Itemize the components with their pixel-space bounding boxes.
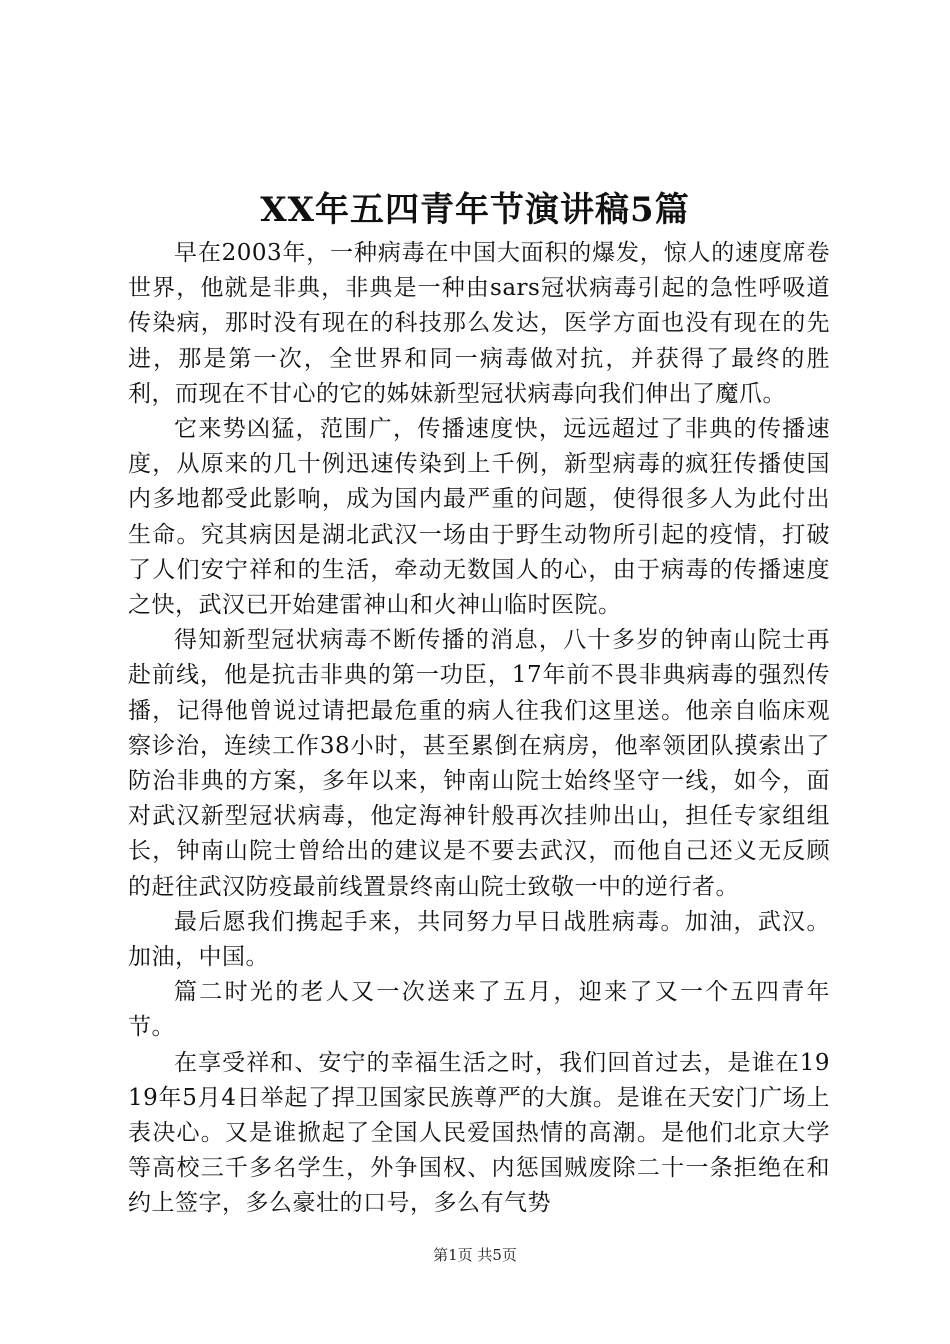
paragraph-2: 它来势凶猛，范围广，传播速度快，远远超过了非典的传播速度，从原来的几十例迅速传染到上千例，新型病毒的疯狂传播使国内多地都受此影响，成为国内最严重的问题，使得很多人为此付出生命。究其病因是湖北武汉一场由于野生动物所引起的疫情，打破了人们安宁祥和的生活，牵动无数国人的心，由于病毒的传播速度之快，武汉已开始建雷神山和火神山临时医院。 — [128, 416, 830, 619]
document-title: XX年五四青年节演讲稿5篇 — [260, 190, 690, 230]
paragraph-6: 在享受祥和、安宁的幸福生活之时，我们回首过去，是谁在1919年5月4日举起了捍卫国家民族尊严的大旗。是谁在天安门广场上表决心。又是谁掀起了全国人民爱国热情的高潮。是他们北京大学等高校三千多名学生，外争国权、内惩国贼废除二十一条拒绝在和约上签字，多么豪壮的口号，多么有气势 — [128, 1049, 830, 1217]
paragraph-3: 得知新型冠状病毒不断传播的消息，八十多岁的钟南山院士再赴前线，他是抗击非典的第一功臣，17年前不畏非典病毒的强烈传播，记得他曾说过请把最危重的病人往我们这里送。他亲自临床观察诊治，连续工作38小时，甚至累倒在病房，他率领团队摸索出了防治非典的方案，多年以来，钟南山院士始终坚守一线，如今，面对武汉新型冠状病毒，他定海神针般再次挂帅出山，担任专家组组长，钟南山院士曾给出的建议是不要去武汉，而他自己还义无反顾的赶往武汉防疫最前线置景终南山院士致敬一中的逆行者。 — [128, 627, 830, 900]
paragraph-5: 篇二时光的老人又一次送来了五月，迎来了又一个五四青年节。 — [128, 979, 830, 1041]
document-body — [128, 236, 830, 1222]
paragraph-4: 最后愿我们携起手来，共同努力早日战胜病毒。加油，武汉。加油，中国。 — [128, 908, 830, 971]
paragraph-1: 早在2003年，一种病毒在中国大面积的爆发，惊人的速度席卷世界，他就是非典，非典是一种由sars冠状病毒引起的急性呼吸道传染病，那时没有现在的科技那么发达，医学方面也没有现在的先进，那是第一次，全世界和同一病毒做对抗，并获得了最终的胜利，而现在不甘心的它的姊妹新型冠状病毒向我们伸出了魔爪。 — [128, 240, 830, 407]
page-number-footer: 第1页 共5页 — [433, 1246, 517, 1264]
